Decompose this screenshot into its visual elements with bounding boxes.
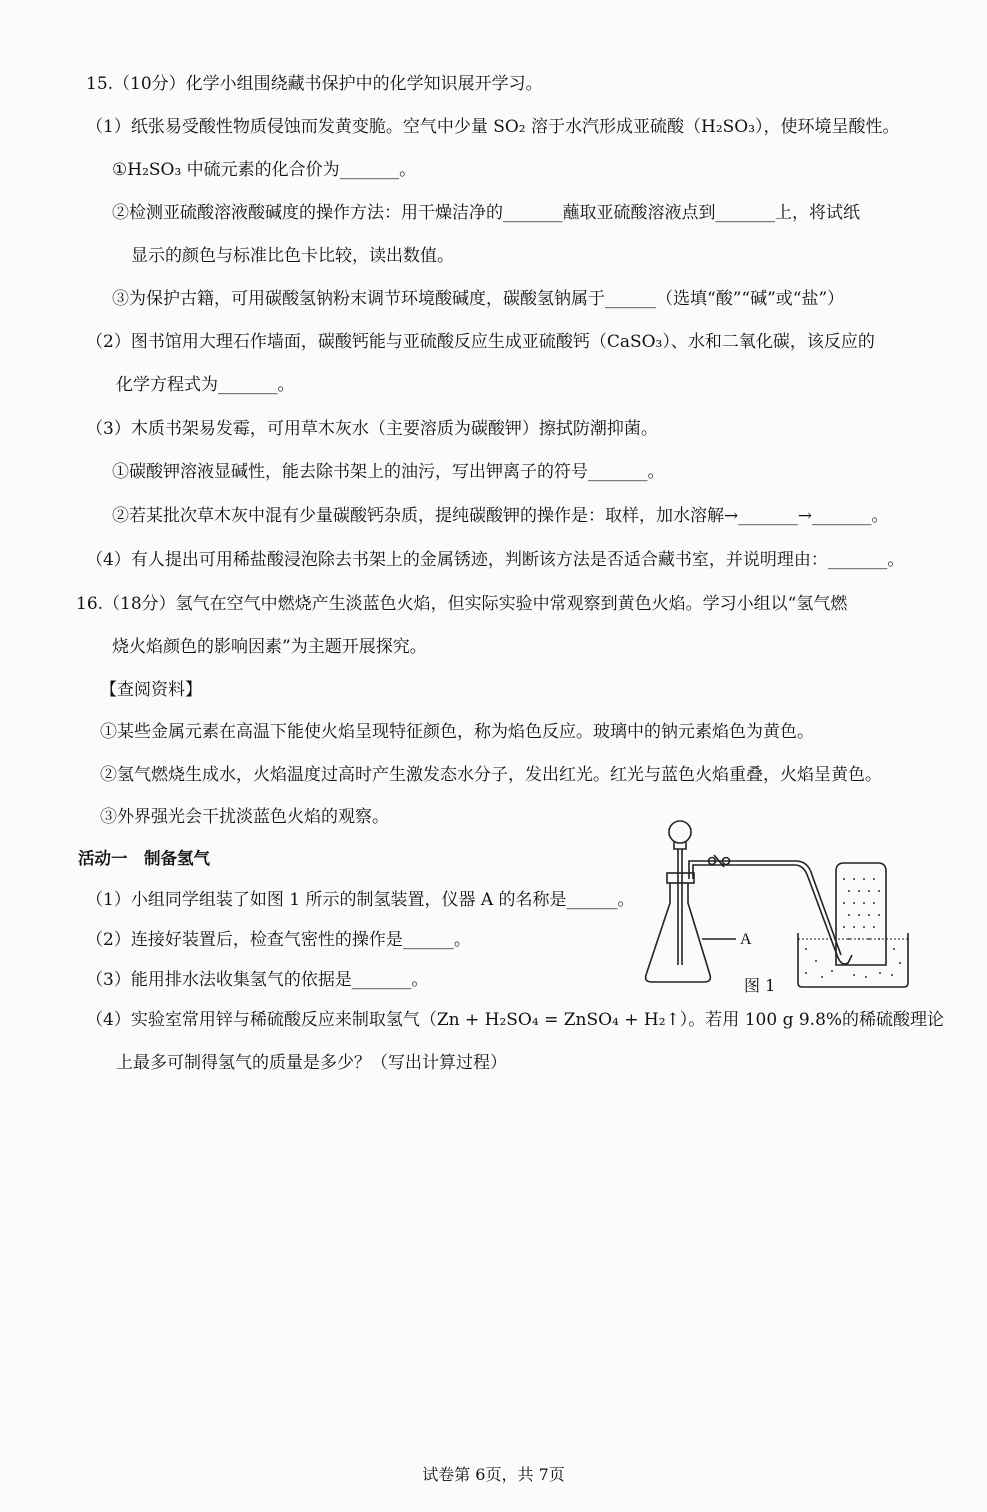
- q15-part2-line2: 化学方程式为_______。: [116, 375, 295, 395]
- q15-part1-c: ③为保护古籍，可用碳酸氢钠粉末调节环境酸碱度，碳酸氢钠属于______（选填“酸”“碱”或“盐”）: [112, 289, 845, 309]
- q15-part3-a: ①碳酸钾溶液显碱性，能去除书架上的油污，写出钾离子的符号_______。: [112, 462, 665, 482]
- label-A: A: [740, 931, 752, 948]
- page-footer: 试卷第 6页，共 7页: [422, 1465, 565, 1484]
- q15-part1-b-line1: ②检测亚硫酸溶液酸碱度的操作方法：用干燥洁净的_______蘸取亚硫酸溶液点到_______上，将试纸: [112, 203, 860, 223]
- figure-1-apparatus: [636, 815, 916, 1000]
- funnel-bulb: [669, 821, 691, 843]
- activity-one-title: 活动一 制备氢气: [78, 849, 210, 868]
- activity-q4-line1: （4）实验室常用锌与稀硫酸反应来制取氢气（Zn + H₂SO₄ = ZnSO₄ + H₂↑）。若用 100 g 9.8%的稀硫酸理论: [86, 1010, 945, 1030]
- figure-caption: 图 1: [744, 976, 776, 995]
- reference-title: 【查阅资料】: [100, 680, 202, 700]
- water-trough: [798, 933, 908, 987]
- q15-part2-line1: （2）图书馆用大理石作墙面，碳酸钙能与亚硫酸反应生成亚硫酸钙（CaSO₃）、水和二氧化碳，该反应的: [86, 332, 875, 352]
- stopper: [667, 873, 694, 883]
- q15-part1-b-line2: 显示的颜色与标准比色卡比较，读出数值。: [131, 246, 454, 266]
- q15-part3: （3）木质书架易发霉，可用草木灰水（主要溶质为碳酸钾）擦拭防潮抑菌。: [86, 419, 658, 439]
- q16-header-line1: 16.（18分）氢气在空气中燃烧产生淡蓝色火焰，但实际实验中常观察到黄色火焰。学习小组以“氢气燃: [76, 594, 848, 614]
- activity-q3: （3）能用排水法收集氢气的依据是_______。: [86, 970, 429, 990]
- q16-header-line2: 烧火焰颜色的影响因素”为主题开展探究。: [112, 637, 427, 657]
- q15-part4: （4）有人提出可用稀盐酸浸泡除去书架上的金属锈迹，判断该方法是否适合藏书室，并说明理由：_______。: [86, 550, 905, 570]
- q15-part3-b: ②若某批次草木灰中混有少量碳酸钙杂质，提纯碳酸钾的操作是：取样，加水溶解→_______→_______。: [112, 506, 889, 526]
- activity-q1: （1）小组同学组装了如图 1 所示的制氢装置，仪器 A 的名称是______。: [86, 890, 635, 910]
- reference-item-1: ①某些金属元素在高温下能使火焰呈现特征颜色，称为焰色反应。玻璃中的钠元素焰色为黄色。: [100, 722, 814, 742]
- activity-q2: （2）连接好装置后，检查气密性的操作是______。: [86, 930, 471, 950]
- q15-part1-a: ①H₂SO₃ 中硫元素的化合价为_______。: [112, 160, 417, 180]
- delivery-tube: [689, 861, 841, 955]
- q15-header: 15.（10分）化学小组围绕藏书保护中的化学知识展开学习。: [86, 74, 543, 94]
- reference-item-2: ②氢气燃烧生成水，火焰温度过高时产生激发态水分子，发出红光。红光与蓝色火焰重叠，火焰呈黄色。: [100, 765, 882, 785]
- q15-part1: （1）纸张易受酸性物质侵蚀而发黄变脆。空气中少量 SO₂ 溶于水汽形成亚硫酸（H₂SO₃），使环境呈酸性。: [86, 117, 900, 137]
- activity-q4-line2: 上最多可制得氢气的质量是多少？（写出计算过程）: [116, 1053, 507, 1073]
- reference-item-3: ③外界强光会干扰淡蓝色火焰的观察。: [100, 807, 389, 827]
